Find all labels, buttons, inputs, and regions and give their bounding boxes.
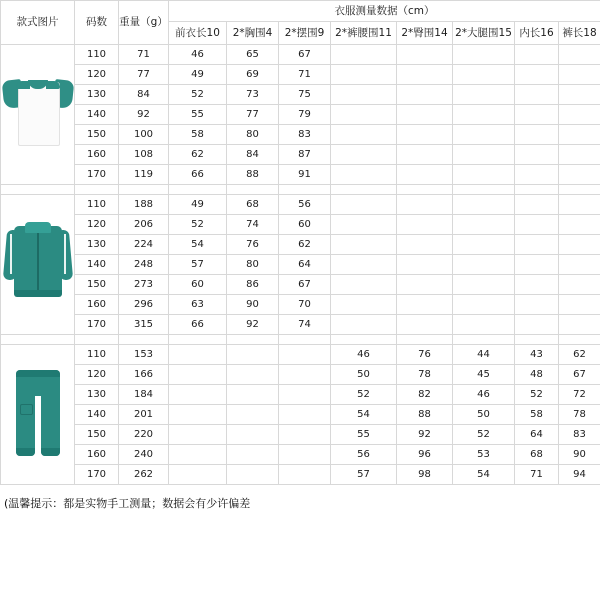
header-size: 码数 [75,1,119,45]
tee-shoulder-right-shape [46,81,60,89]
cell-value: 75 [279,85,331,105]
tee-body-shape [18,82,60,146]
spacer-cell [119,335,169,345]
cell-value: 43 [515,345,559,365]
spacer-cell [397,185,453,195]
cell-value: 48 [515,365,559,385]
cell-value [515,145,559,165]
cell-value: 87 [279,145,331,165]
table-row [1,255,600,275]
cell-value [397,275,453,295]
spacer-cell [75,335,119,345]
table-row [1,345,600,365]
spacer-cell [559,185,600,195]
cell-value [331,65,397,85]
pants-inseam-gap-shape [35,396,41,456]
cell-weight: 153 [119,345,169,365]
cell-value [559,165,600,185]
cell-value: 56 [279,195,331,215]
spacer-cell [515,185,559,195]
cell-value: 52 [515,385,559,405]
section-spacer-row [1,335,600,345]
cell-value [169,425,227,445]
spacer-cell [453,185,515,195]
product-image-t-shirt [1,45,75,185]
cell-value [331,235,397,255]
pants-illustration [1,360,75,470]
cell-value [453,145,515,165]
cell-value: 66 [169,315,227,335]
cell-value: 62 [279,235,331,255]
cell-value [331,275,397,295]
cell-value [515,45,559,65]
table-row [1,315,600,335]
cell-value: 67 [279,275,331,295]
table-row [1,275,600,295]
cell-value: 60 [279,215,331,235]
cell-value [515,105,559,125]
cell-value: 71 [279,65,331,85]
cell-value [453,255,515,275]
cell-value: 56 [331,445,397,465]
cell-value [559,125,600,145]
cell-value [279,385,331,405]
cell-value [227,365,279,385]
section-spacer-row [1,185,600,195]
cell-size: 130 [75,385,119,405]
cell-value: 58 [169,125,227,145]
header-front-length: 前衣长10 [169,22,227,45]
header-measure-group: 衣服测量数据（cm） [169,1,600,22]
cell-value [397,85,453,105]
cell-value: 50 [331,365,397,385]
cell-size: 120 [75,215,119,235]
spacer-cell [559,335,600,345]
cell-value [559,295,600,315]
cell-value [397,105,453,125]
cell-value [331,125,397,145]
header-hip: 2*臀围14 [397,22,453,45]
cell-weight: 166 [119,365,169,385]
cell-size: 150 [75,275,119,295]
table-row [1,385,600,405]
product-image-pants [1,345,75,485]
cell-value [397,255,453,275]
table-row [1,125,600,145]
cell-weight: 188 [119,195,169,215]
spacer-cell [75,185,119,195]
header-pant-length: 裤长18 [559,22,600,45]
cell-value [279,445,331,465]
cell-value: 68 [515,445,559,465]
cell-value [515,65,559,85]
t-shirt-illustration [1,60,75,170]
cell-value: 54 [453,465,515,485]
cell-weight: 240 [119,445,169,465]
cell-value [397,125,453,145]
cell-weight: 201 [119,405,169,425]
cell-value: 88 [397,405,453,425]
cell-value: 74 [227,215,279,235]
cell-value: 80 [227,255,279,275]
cell-value: 62 [169,145,227,165]
cell-value: 55 [169,105,227,125]
cell-size: 170 [75,315,119,335]
cell-size: 130 [75,85,119,105]
cell-value: 92 [397,425,453,445]
cell-value: 45 [453,365,515,385]
cell-size: 140 [75,105,119,125]
cell-value: 96 [397,445,453,465]
cell-weight: 77 [119,65,169,85]
header-thigh: 2*大腿围15 [453,22,515,45]
cell-weight: 315 [119,315,169,335]
cell-value [227,385,279,405]
cell-value [169,385,227,405]
cell-size: 140 [75,405,119,425]
spacer-cell [279,335,331,345]
cell-weight: 220 [119,425,169,445]
table-row [1,295,600,315]
cell-value [279,405,331,425]
table-row [1,425,600,445]
cell-value: 52 [331,385,397,405]
jacket-illustration [1,210,75,320]
cell-size: 170 [75,165,119,185]
cell-value: 54 [331,405,397,425]
spacer-cell [169,185,227,195]
cell-value: 91 [279,165,331,185]
spacer-cell [279,185,331,195]
cell-size: 150 [75,425,119,445]
cell-value: 64 [515,425,559,445]
cell-weight: 248 [119,255,169,275]
cell-value [515,125,559,145]
pants-leg-left-shape [16,394,35,456]
table-row [1,65,600,85]
cell-value [453,315,515,335]
cell-value [515,215,559,235]
cell-value [559,235,600,255]
cell-value [331,255,397,275]
cell-value: 83 [279,125,331,145]
cell-value: 72 [559,385,600,405]
cell-value [515,195,559,215]
cell-value [453,105,515,125]
cell-value [397,295,453,315]
cell-value [559,45,600,65]
cell-value [169,365,227,385]
cell-value: 84 [227,145,279,165]
cell-value [453,45,515,65]
cell-value [559,105,600,125]
jacket-collar-shape [25,222,51,233]
cell-value [515,255,559,275]
cell-value [559,255,600,275]
cell-value: 53 [453,445,515,465]
cell-value: 67 [279,45,331,65]
cell-value: 44 [453,345,515,365]
cell-size: 110 [75,195,119,215]
table-row [1,105,600,125]
cell-value: 57 [169,255,227,275]
cell-value [227,445,279,465]
cell-value: 66 [169,165,227,185]
cell-value: 92 [227,315,279,335]
cell-value: 76 [397,345,453,365]
table-row [1,165,600,185]
table-row [1,195,600,215]
cell-value [279,425,331,445]
cell-value: 52 [169,85,227,105]
cell-value [397,195,453,215]
cell-value: 90 [559,445,600,465]
table-group-header-row [1,1,600,22]
cell-value [515,275,559,295]
cell-value: 90 [227,295,279,315]
cell-weight: 184 [119,385,169,405]
spacer-cell [331,185,397,195]
cell-value [453,165,515,185]
cell-weight: 262 [119,465,169,485]
pants-cuff-right-shape [41,448,60,456]
spacer-cell [227,335,279,345]
cell-size: 110 [75,345,119,365]
pants-pocket-shape [20,404,33,415]
cell-value: 46 [453,385,515,405]
footer-note: (温馨提示：都是实物手工测量；数据会有少许偏差 [4,497,251,510]
header-weight: 重量（g） [119,1,169,45]
cell-value [169,445,227,465]
cell-value [453,235,515,255]
cell-value: 68 [227,195,279,215]
cell-weight: 108 [119,145,169,165]
pants-waistband-shape [16,370,60,377]
spacer-cell [331,335,397,345]
cell-value: 46 [169,45,227,65]
cell-weight: 206 [119,215,169,235]
cell-value [169,405,227,425]
cell-value: 77 [227,105,279,125]
cell-value: 79 [279,105,331,125]
cell-value: 76 [227,235,279,255]
cell-value: 82 [397,385,453,405]
cell-value: 74 [279,315,331,335]
table-row [1,405,600,425]
cell-value: 60 [169,275,227,295]
jacket-stripe-left-shape [10,234,12,274]
spacer-cell [227,185,279,195]
cell-value: 98 [397,465,453,485]
cell-value: 50 [453,405,515,425]
table-row [1,445,600,465]
cell-size: 170 [75,465,119,485]
cell-value [331,195,397,215]
cell-value: 62 [559,345,600,365]
header-waist: 2*裤腰围11 [331,22,397,45]
cell-value [453,195,515,215]
cell-value [331,315,397,335]
jacket-zipper-shape [37,230,39,294]
cell-value [453,215,515,235]
header-hem: 2*摆围9 [279,22,331,45]
cell-value: 73 [227,85,279,105]
cell-value [279,465,331,485]
cell-value [515,295,559,315]
cell-value [279,345,331,365]
cell-value [397,235,453,255]
cell-value [169,345,227,365]
cell-value [515,165,559,185]
cell-weight: 224 [119,235,169,255]
cell-value: 88 [227,165,279,185]
cell-value: 55 [331,425,397,445]
cell-value [227,425,279,445]
spacer-cell [1,335,75,345]
header-inseam: 内长16 [515,22,559,45]
cell-value [331,85,397,105]
cell-value [559,275,600,295]
cell-value: 83 [559,425,600,445]
spacer-cell [169,335,227,345]
cell-size: 110 [75,45,119,65]
cell-value: 86 [227,275,279,295]
cell-size: 120 [75,65,119,85]
cell-weight: 273 [119,275,169,295]
cell-weight: 92 [119,105,169,125]
cell-value: 94 [559,465,600,485]
cell-value [331,45,397,65]
cell-value [453,65,515,85]
cell-value: 71 [515,465,559,485]
table-row [1,85,600,105]
spacer-cell [453,335,515,345]
cell-value [397,65,453,85]
spacer-cell [397,335,453,345]
table-row [1,215,600,235]
cell-value: 63 [169,295,227,315]
cell-value: 78 [559,405,600,425]
cell-weight: 119 [119,165,169,185]
pants-leg-right-shape [41,394,60,456]
cell-value [331,215,397,235]
table-row [1,465,600,485]
spacer-cell [515,335,559,345]
cell-value: 65 [227,45,279,65]
table-row [1,365,600,385]
cell-value [559,65,600,85]
cell-value [331,145,397,165]
cell-value: 52 [453,425,515,445]
cell-value: 57 [331,465,397,485]
cell-size: 120 [75,365,119,385]
table-row [1,235,600,255]
cell-value [559,215,600,235]
cell-size: 140 [75,255,119,275]
cell-value [397,215,453,235]
pants-cuff-left-shape [16,448,35,456]
table-row [1,145,600,165]
cell-value: 49 [169,195,227,215]
table-row [1,45,600,65]
cell-value [559,85,600,105]
cell-value [169,465,227,485]
cell-value: 58 [515,405,559,425]
cell-value: 67 [559,365,600,385]
cell-value: 46 [331,345,397,365]
cell-weight: 84 [119,85,169,105]
cell-value [515,315,559,335]
cell-value [331,295,397,315]
cell-value [559,195,600,215]
cell-value [515,85,559,105]
cell-value [279,365,331,385]
cell-value [453,85,515,105]
cell-value: 54 [169,235,227,255]
cell-weight: 100 [119,125,169,145]
cell-value: 78 [397,365,453,385]
cell-value [559,315,600,335]
cell-value [331,165,397,185]
header-photo: 款式图片 [1,1,75,45]
cell-value [227,465,279,485]
cell-value [227,345,279,365]
jacket-stripe-right-shape [64,234,66,274]
cell-value [397,165,453,185]
cell-value [453,125,515,145]
cell-size: 130 [75,235,119,255]
header-chest: 2*胸围4 [227,22,279,45]
cell-size: 160 [75,445,119,465]
product-image-jacket [1,195,75,335]
cell-size: 160 [75,295,119,315]
cell-value: 64 [279,255,331,275]
cell-value [331,105,397,125]
cell-value [453,275,515,295]
cell-size: 160 [75,145,119,165]
jacket-hem-shape [14,290,62,297]
cell-weight: 296 [119,295,169,315]
cell-value [397,315,453,335]
cell-value [397,145,453,165]
cell-weight: 71 [119,45,169,65]
cell-value: 52 [169,215,227,235]
cell-size: 150 [75,125,119,145]
cell-value: 69 [227,65,279,85]
cell-value [227,405,279,425]
cell-value [397,45,453,65]
cell-value: 80 [227,125,279,145]
cell-value [559,145,600,165]
cell-value: 49 [169,65,227,85]
cell-value: 70 [279,295,331,315]
spacer-cell [119,185,169,195]
cell-value [453,295,515,315]
cell-value [515,235,559,255]
spacer-cell [1,185,75,195]
